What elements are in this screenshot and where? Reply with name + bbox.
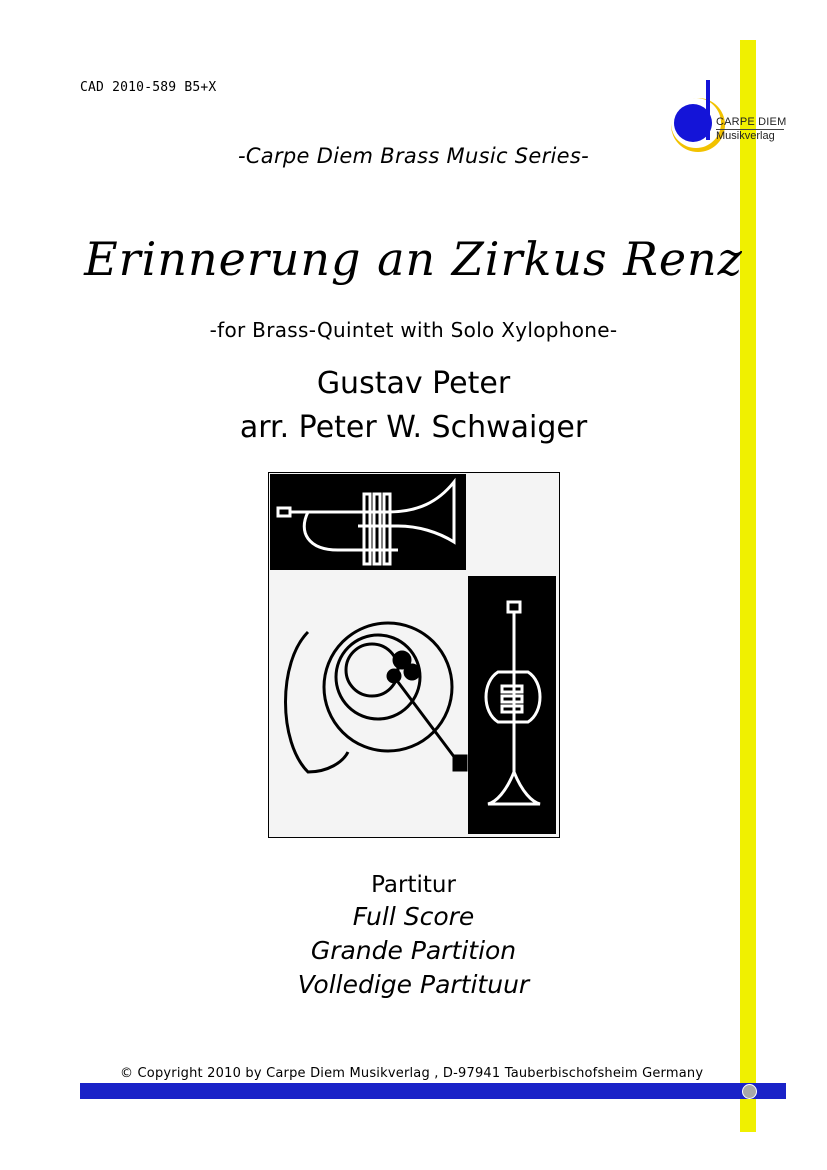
logo-line2: Musikverlag	[716, 130, 775, 142]
catalog-number: CAD 2010-589 B5+X	[80, 80, 217, 95]
composer: Gustav Peter	[316, 366, 511, 401]
score-edition	[0, 870, 827, 1002]
logo-line1: CARPE DIEM	[716, 116, 787, 128]
blue-footer-bar	[80, 1083, 786, 1099]
publisher-name: Carpe Diem Musikverlag	[266, 1066, 430, 1081]
copyright-suffix: , D-97941 Tauberbischofsheim Germany	[429, 1066, 704, 1081]
subtitle: -for Brass-Quintet with Solo Xylophone-	[209, 318, 618, 342]
arranger: arr. Peter W. Schwaiger	[239, 410, 588, 445]
score-label-en: Full Score	[352, 902, 475, 931]
brass-illustration	[268, 472, 560, 838]
series-name: -Carpe Diem Brass Music Series-	[237, 144, 590, 168]
gray-dot-icon	[742, 1084, 757, 1099]
copyright-prefix: © Copyright 2010 by	[120, 1066, 267, 1081]
copyright-notice	[120, 1066, 703, 1081]
score-label-nl: Volledige Partituur	[297, 970, 530, 999]
page-title: Erinnerung an Zirkus Renz	[84, 232, 743, 286]
score-label-de: Partitur	[371, 872, 456, 898]
score-label-fr: Grande Partition	[310, 936, 517, 965]
